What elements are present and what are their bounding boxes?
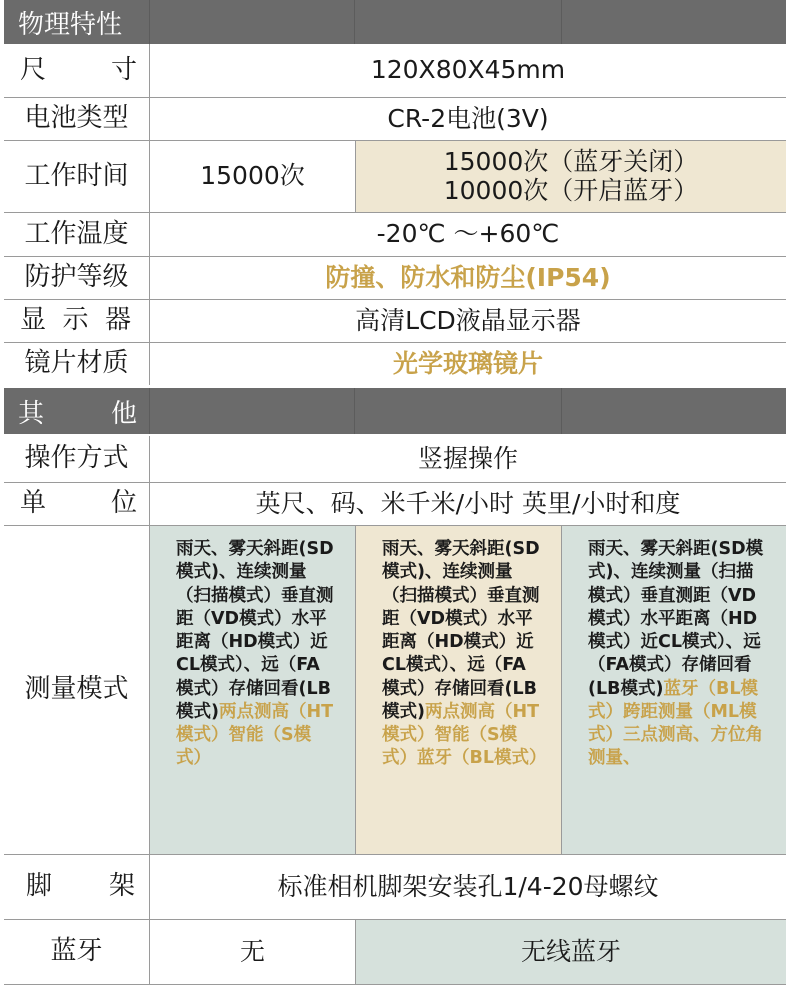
row-label: 镜片材质 bbox=[4, 343, 150, 385]
row-label: 单 位 bbox=[4, 483, 150, 525]
row-label: 工作温度 bbox=[4, 213, 150, 256]
mode-list-basic: 雨天、雾天斜距(SD模式)、连续测量（扫描模式）垂直测距（VD模式）水平距离（HD模式）近CL模式）、远（FA模式）存储回看(LB模式)两点测高（HT模式）智能（S模式） bbox=[150, 526, 356, 854]
section-header-other bbox=[4, 388, 786, 434]
row-value-basic: 无 bbox=[150, 920, 356, 984]
row-label: 操作方式 bbox=[4, 436, 150, 482]
row-label: 防护等级 bbox=[4, 257, 150, 299]
row-temperature bbox=[4, 213, 786, 257]
row-tripod bbox=[4, 855, 786, 920]
row-value: 英尺、码、米千米/小时 英里/小时和度 bbox=[255, 488, 681, 518]
row-work-time bbox=[4, 141, 786, 213]
row-battery bbox=[4, 98, 786, 141]
row-value-bluetooth: 15000次（蓝牙关闭） 10000次（开启蓝牙） bbox=[356, 141, 786, 212]
row-operation bbox=[4, 436, 786, 483]
row-measure-modes bbox=[4, 526, 786, 855]
row-unit bbox=[4, 483, 786, 526]
row-value-bluetooth: 无线蓝牙 bbox=[356, 920, 786, 984]
row-value: CR-2电池(3V) bbox=[387, 103, 549, 133]
section-title: 物理特性 bbox=[4, 0, 150, 44]
row-lens bbox=[4, 343, 786, 385]
row-display bbox=[4, 300, 786, 343]
section-header-physical bbox=[4, 0, 786, 44]
row-label: 蓝牙 bbox=[4, 920, 150, 984]
row-bluetooth bbox=[4, 920, 786, 985]
row-value: 120X80X45mm bbox=[370, 55, 566, 85]
row-label: 尺 寸 bbox=[4, 44, 150, 97]
row-label: 测量模式 bbox=[4, 526, 150, 854]
row-label: 脚 架 bbox=[4, 855, 150, 919]
row-label: 电池类型 bbox=[4, 98, 150, 140]
row-protection bbox=[4, 257, 786, 300]
row-value: 高清LCD液晶显示器 bbox=[355, 305, 581, 335]
mode-list-bluetooth: 雨天、雾天斜距(SD模式)、连续测量（扫描模式）垂直测距（VD模式）水平距离（HD模式）近CL模式）、远（FA模式）存储回看(LB模式)两点测高（HT模式）智能（S模式）蓝牙（BL模式） bbox=[356, 526, 562, 854]
row-value: 光学玻璃镜片 bbox=[392, 348, 543, 378]
row-value: 竖握操作 bbox=[417, 443, 518, 473]
row-label: 工作时间 bbox=[4, 141, 150, 212]
row-value: -20℃ ～+60℃ bbox=[376, 219, 560, 249]
row-value-basic: 15000次 bbox=[150, 141, 356, 212]
row-value: 标准相机脚架安装孔1/4-20母螺纹 bbox=[277, 871, 659, 901]
row-size bbox=[4, 44, 786, 98]
row-label: 显 示 器 bbox=[4, 300, 150, 342]
section-title: 其 他 bbox=[4, 388, 150, 434]
row-value: 防撞、防水和防尘(IP54) bbox=[325, 262, 611, 292]
mode-list-pro: 雨天、雾天斜距(SD模式)、连续测量（扫描模式）垂直测距（VD模式）水平距离（HD模式）近CL模式）、远（FA模式）存储回看(LB模式)蓝牙（BL模式）跨距测量（ML模式）三点测高、方位角测量、 bbox=[562, 526, 786, 854]
